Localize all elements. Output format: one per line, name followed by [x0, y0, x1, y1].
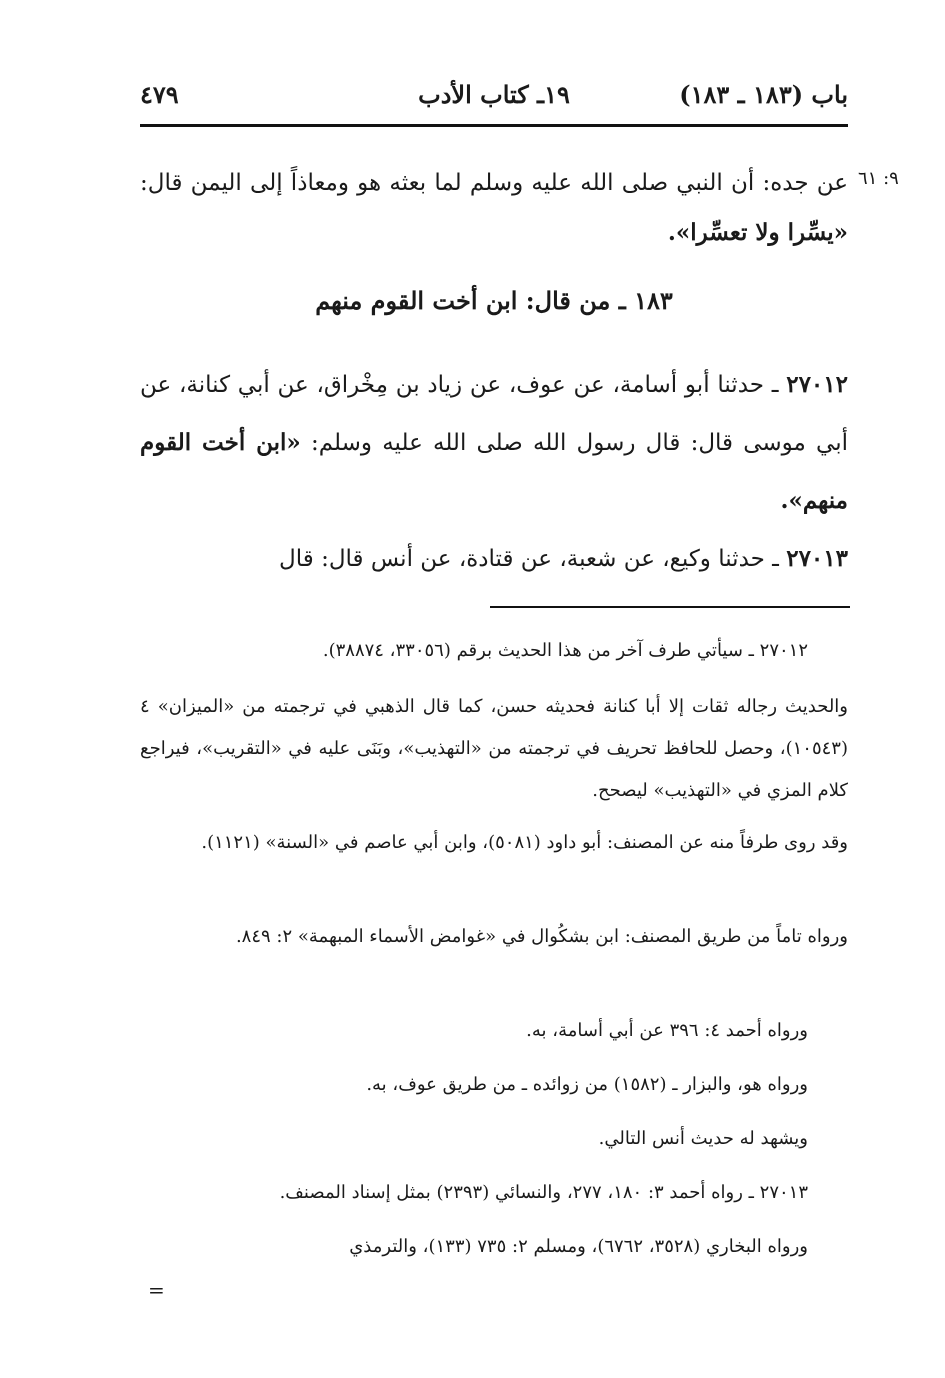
footnote-27013-ref: ٢٧٠١٣ ـ رواه أحمد ٣: ١٨٠، ٢٧٧، والنسائي (٢٣٩٣) بمثل إسناد المصنف. [279, 1182, 808, 1203]
footnote-ahmad: ورواه أحمد ٤: ٣٩٦ عن أبي أسامة، به. [526, 1020, 808, 1041]
footnote-bukhari: ورواه البخاري (٣٥٢٨، ٦٧٦٢)، ومسلم ٢: ٧٣٥ (١٣٣)، والترمذي [349, 1236, 808, 1257]
hadith-27013 [140, 530, 848, 588]
footnote-separator [490, 606, 850, 608]
running-header [140, 80, 848, 120]
footnote-abudawud: وقد روى طرفاً منه عن المصنف: أبو داود (٥٠٨١)، وابن أبي عاصم في «السنة» (١١٢١). [201, 832, 848, 853]
hadith-text: ـ حدثنا وكيع، عن شعبة، عن قتادة، عن أنس قال: قال [279, 546, 779, 572]
footnote-bazzar: ورواه هو، والبزار ـ (١٥٨٢) من زوائده ـ من طريق عوف، به. [366, 1074, 808, 1095]
footnote-grading: والحديث رجاله ثقات إلا أبا كنانة فحديثه حسن، كما قال الذهبي في ترجمته من «الميزان» ٤ (١٠٥٤٣)، وحصل للحافظ تحريف في ترجمته من «التهذيب»، وبَنَى عليه في «التقريب»، فيراجع كلام المزي في «التهذيب» ليصحح. [140, 696, 848, 801]
hadith-27012 [140, 356, 848, 530]
continuation-paragraph [140, 158, 848, 258]
hadith-number: ٢٧٠١٢ [786, 371, 848, 398]
chapter-range: باب (١٨٣ ـ ١٨٣) [679, 80, 848, 109]
footnote-ibn-bashkuwal: ورواه تاماً من طريق المصنف: ابن بشكُوال في «غوامض الأسماء المبهمة» ٢: ٨٤٩. [235, 926, 848, 947]
hadith-text: ـ حدثنا أبو أسامة، عن عوف، عن زياد بن مِخْراق، عن أبي كنانة، عن أبي موسى قال: قال رسول الله صلى الله عليه وسلم: [140, 372, 848, 456]
header-rule [140, 124, 848, 127]
margin-reference: ٩: ٦١ [858, 168, 899, 189]
footnote-witness: ويشهد له حديث أنس التالي. [598, 1128, 808, 1149]
section-title: ١٨٣ ـ من قال: ابن أخت القوم منهم [315, 286, 673, 315]
hadith-number: ٢٧٠١٣ [786, 545, 848, 572]
continuation-mark: = [148, 1278, 165, 1302]
hadith-quote: «ابن أخت القوم منهم». [140, 429, 848, 514]
book-title: ١٩ـ كتاب الأدب [418, 80, 570, 109]
page-number: ٤٧٩ [140, 80, 179, 109]
continuation-quote: «يسِّرا ولا تعسِّرا». [667, 219, 848, 246]
footnote-27012-ref: ٢٧٠١٢ ـ سيأتي طرف آخر من هذا الحديث برقم (٣٣٠٥٦، ٣٨٨٧٤). [322, 640, 808, 661]
continuation-text: عن جده: أن النبي صلى الله عليه وسلم لما بعثه هو ومعاذاً إلى اليمن قال: [140, 170, 848, 196]
